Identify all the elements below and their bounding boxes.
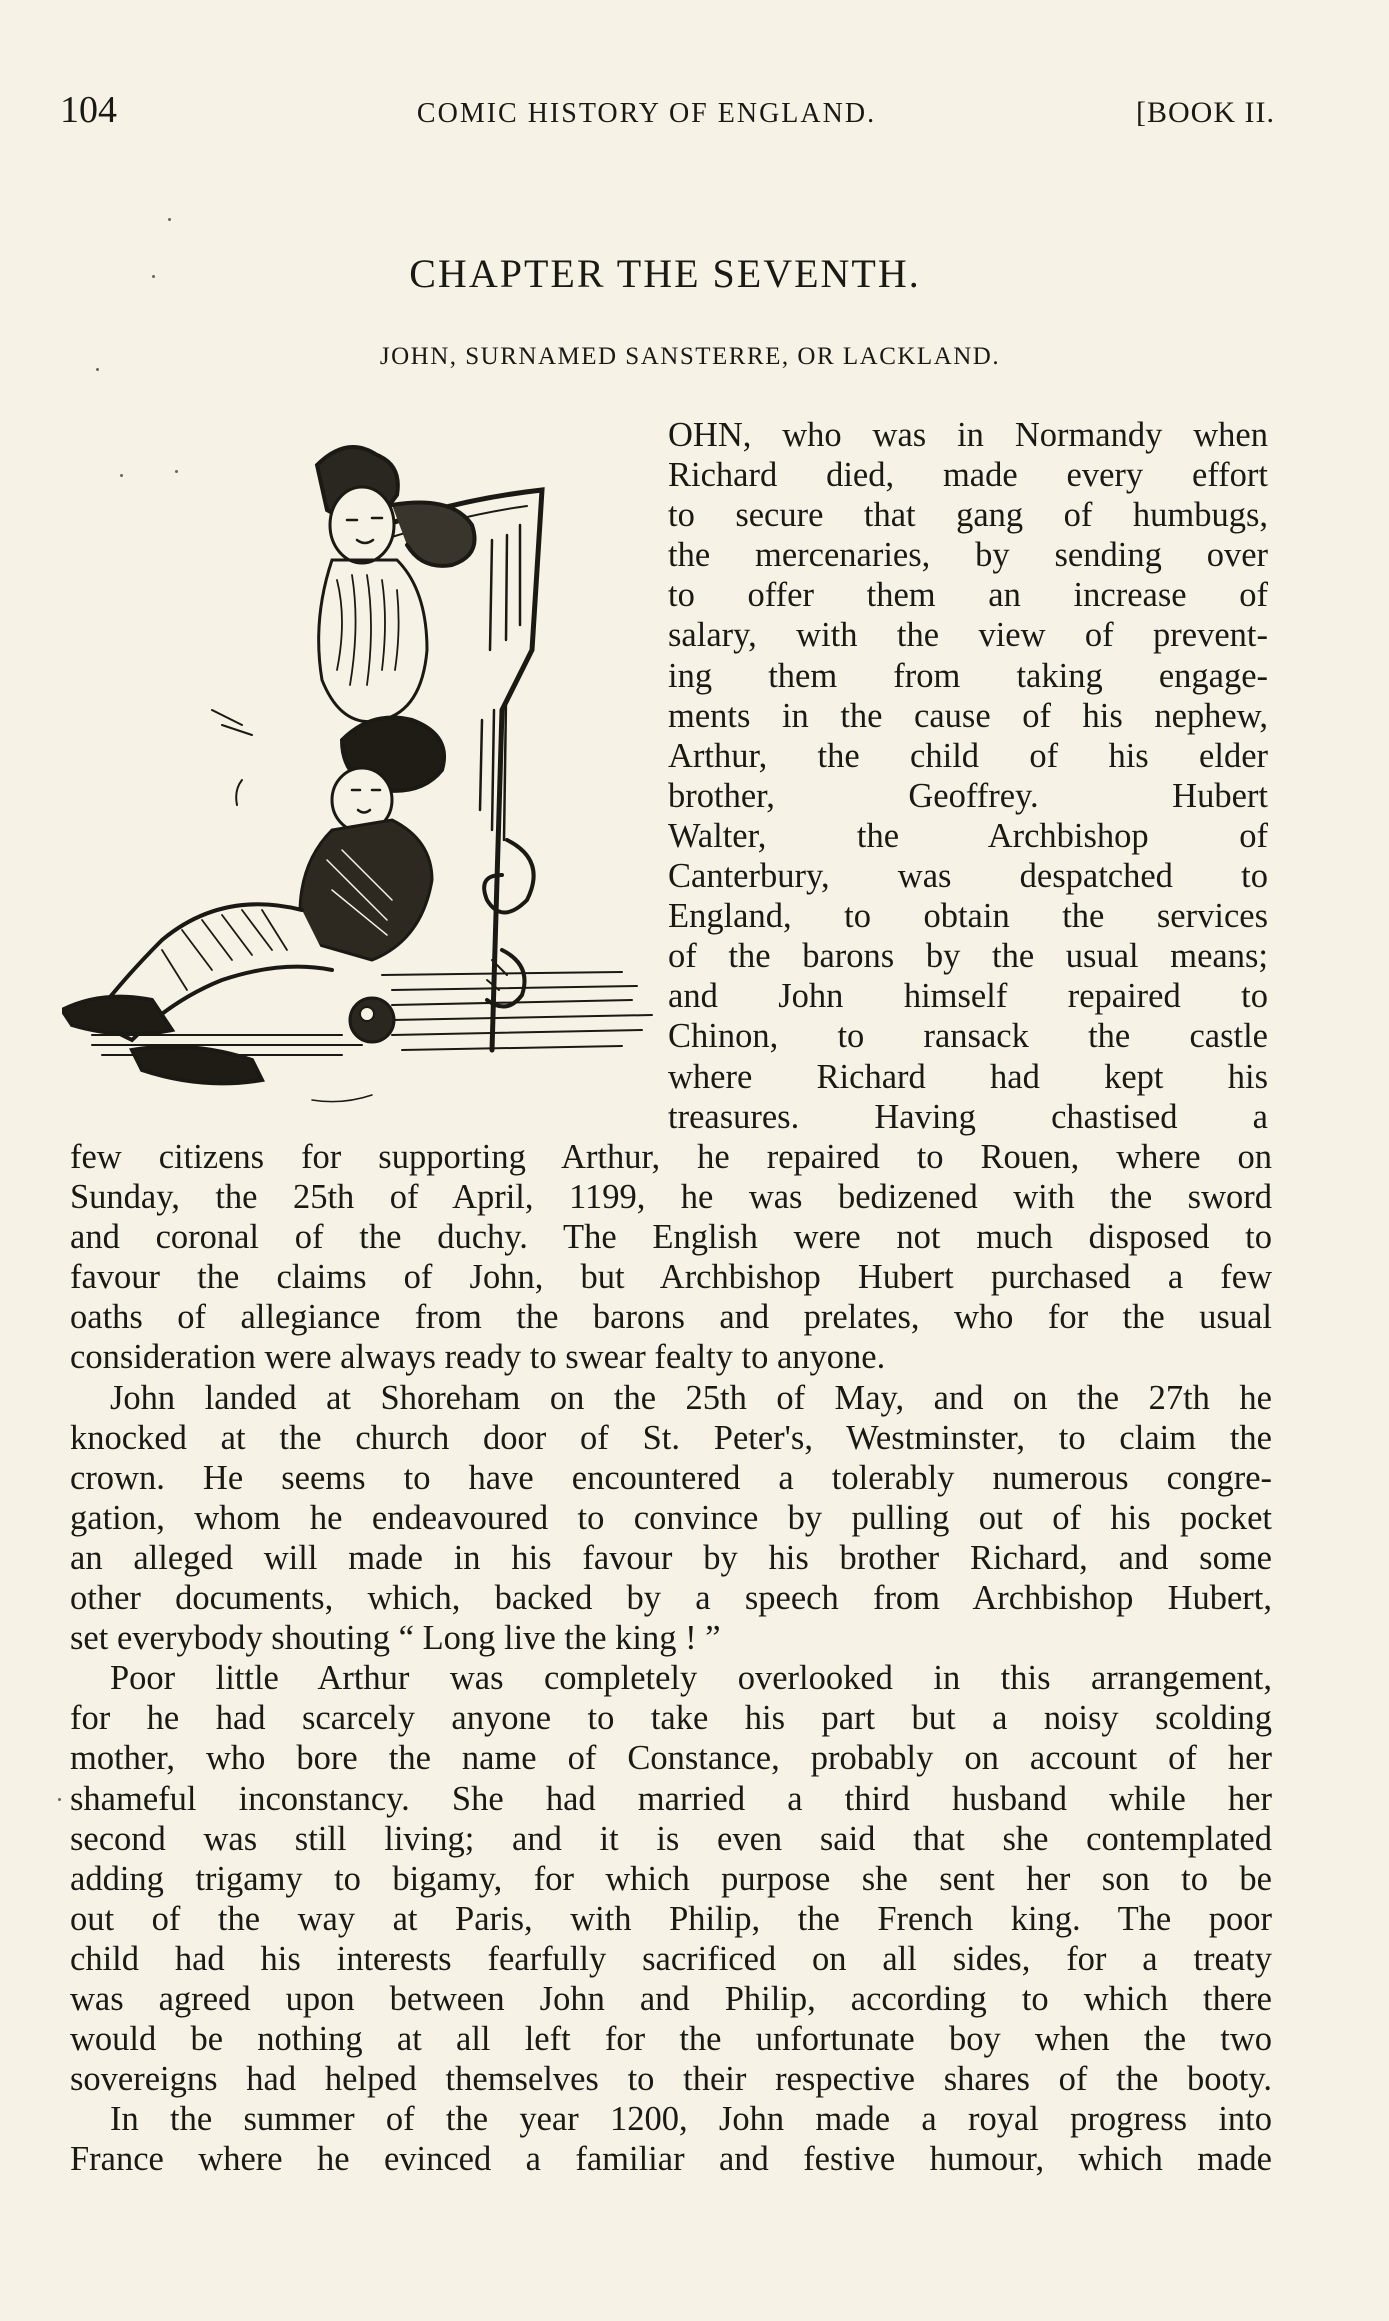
full-text-column bbox=[70, 1137, 1272, 2179]
body-line: to offer them an increase of bbox=[668, 576, 1268, 615]
body-line: crown. He seems to have encountered a tolerably numerous congre- bbox=[70, 1458, 1272, 1497]
body-line: sovereigns had helped themselves to their respective shares of the booty. bbox=[70, 2060, 1272, 2099]
body-line: an alleged will made in his favour by his brother Richard, and some bbox=[70, 1538, 1272, 1577]
body-line: for he had scarcely anyone to take his part but a noisy scolding bbox=[70, 1699, 1272, 1738]
body-line: consideration were always ready to swear fealty to anyone. bbox=[70, 1338, 886, 1377]
body-line: salary, with the view of prevent- bbox=[668, 616, 1268, 655]
woodcut-illustration-icon bbox=[62, 410, 662, 1120]
body-line: ing them from taking engage- bbox=[668, 656, 1268, 695]
body-line: Arthur, the child of his elder bbox=[668, 736, 1268, 775]
paragraph-start-line: Poor little Arthur was completely overlooked in this arrangement, bbox=[110, 1659, 1272, 1698]
running-head bbox=[60, 88, 1275, 132]
body-line: knocked at the church door of St. Peter's, Westminster, to claim the bbox=[70, 1418, 1272, 1457]
body-line: Canterbury, was despatched to bbox=[668, 857, 1268, 896]
body-line: the mercenaries, by sending over bbox=[668, 536, 1268, 575]
paragraph-start-line: In the summer of the year 1200, John made a royal progress into bbox=[110, 2100, 1272, 2139]
body-line: shameful inconstancy. She had married a third husband while her bbox=[70, 1779, 1272, 1818]
body-line: Chinon, to ransack the castle bbox=[668, 1017, 1268, 1056]
body-line: of the barons by the usual means; bbox=[668, 937, 1268, 976]
body-line: to secure that gang of humbugs, bbox=[668, 496, 1268, 535]
body-line: where Richard had kept his bbox=[668, 1057, 1268, 1096]
body-line: out of the way at Paris, with Philip, the French king. The poor bbox=[70, 1899, 1272, 1938]
body-line: treasures. Having chastised a bbox=[668, 1097, 1268, 1136]
body-line: Sunday, the 25th of April, 1199, he was bedizened with the sword bbox=[70, 1178, 1272, 1217]
body-line: would be nothing at all left for the unfortunate boy when the two bbox=[70, 2020, 1272, 2059]
body-line: few citizens for supporting Arthur, he repaired to Rouen, where on bbox=[70, 1138, 1272, 1176]
body-line: and John himself repaired to bbox=[668, 977, 1268, 1016]
body-line: adding trigamy to bigamy, for which purpose she sent her son to be bbox=[70, 1859, 1272, 1898]
body-line: England, to obtain the services bbox=[668, 897, 1268, 936]
body-line: gation, whom he endeavoured to convince by pulling out of his pocket bbox=[70, 1498, 1272, 1537]
body-line: favour the claims of John, but Archbishop Hubert purchased a few bbox=[70, 1258, 1272, 1297]
body-line: other documents, which, backed by a speech from Archbishop Hubert, bbox=[70, 1579, 1272, 1618]
paragraph-start-line: John landed at Shoreham on the 25th of May, and on the 27th he bbox=[110, 1378, 1272, 1417]
body-line: ments in the cause of his nephew, bbox=[668, 696, 1268, 735]
body-line: and coronal of the duchy. The English were not much disposed to bbox=[70, 1218, 1272, 1257]
book-reference: [BOOK II. bbox=[1136, 96, 1275, 129]
body-line: OHN, who was in Normandy when bbox=[668, 416, 1268, 454]
body-line: mother, who bore the name of Constance, probably on account of her bbox=[70, 1739, 1272, 1778]
body-line: set everybody shouting “ Long live the king ! ” bbox=[70, 1619, 721, 1658]
body-line: brother, Geoffrey. Hubert bbox=[668, 776, 1268, 815]
body-line: second was still living; and it is even said that she contemplated bbox=[70, 1819, 1272, 1858]
body-line: France where he evinced a familiar and festive humour, which made bbox=[70, 2140, 1272, 2179]
body-line: Walter, the Archbishop of bbox=[668, 816, 1268, 855]
page-number: 104 bbox=[60, 89, 117, 131]
body-line: child had his interests fearfully sacrificed on all sides, for a treaty bbox=[70, 1939, 1272, 1978]
body-line: was agreed upon between John and Philip, according to which there bbox=[70, 1979, 1272, 2018]
wrap-text-column bbox=[668, 415, 1268, 1137]
body-line: Richard died, made every effort bbox=[668, 456, 1268, 495]
chapter-subtitle: JOHN, SURNAMED SANSTERRE, OR LACKLAND. bbox=[379, 343, 1001, 370]
chapter-title: CHAPTER THE SEVENTH. bbox=[409, 251, 921, 296]
body-line: oaths of allegiance from the barons and prelates, who for the usual bbox=[70, 1298, 1272, 1337]
book-title: COMIC HISTORY OF ENGLAND. bbox=[416, 98, 877, 129]
